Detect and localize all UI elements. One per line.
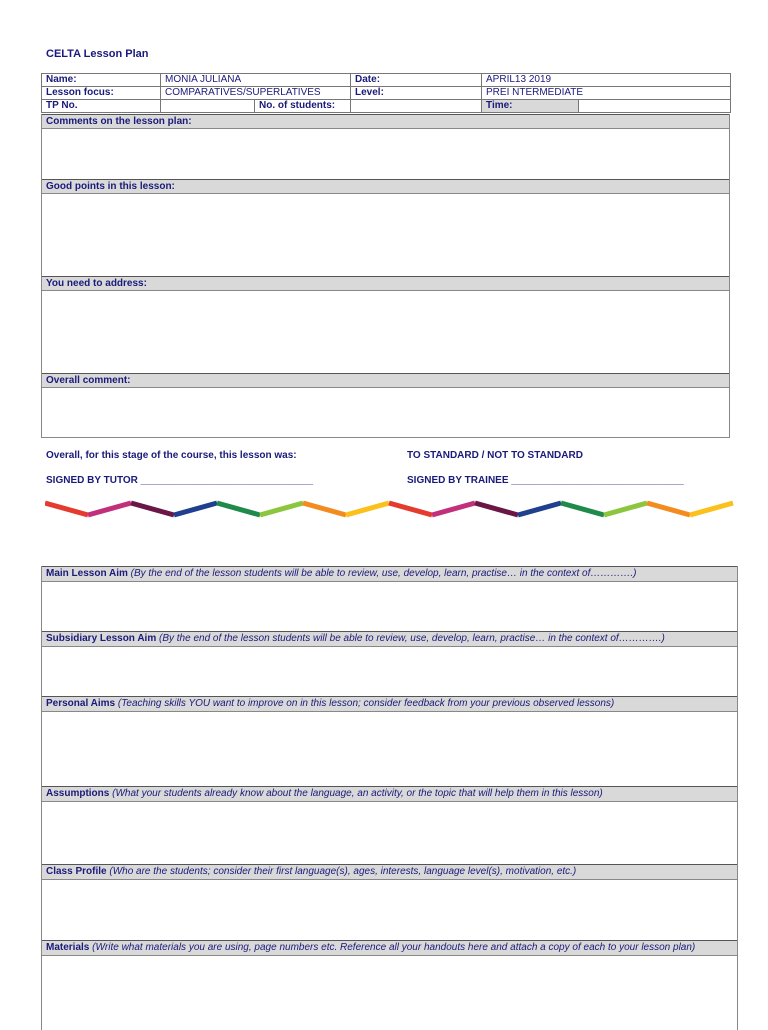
good-points-heading: Good points in this lesson:	[42, 179, 729, 194]
materials-hint: (Write what materials you are using, page numbers etc. Reference all your handouts here and attach a copy of each to your lesson plan)	[92, 942, 696, 953]
zigzag-segment	[690, 503, 733, 515]
level-value[interactable]: PREI NTERMEDIATE	[482, 87, 731, 100]
class-profile-heading	[42, 864, 737, 880]
overall-comment-section	[41, 373, 730, 438]
zigzag-segment	[561, 503, 604, 515]
class-profile-section	[41, 864, 738, 941]
zigzag-segment	[604, 503, 647, 515]
personal-aims-heading	[42, 696, 737, 712]
comments-heading: Comments on the lesson plan:	[42, 114, 729, 129]
trainee-signature: SIGNED BY TRAINEE _______________________________	[407, 475, 684, 486]
zigzag-segment	[260, 503, 303, 515]
zigzag-segments	[45, 503, 733, 515]
assumptions-heading	[42, 786, 737, 802]
personal-aims-label: Personal Aims	[46, 698, 116, 709]
assumptions-section	[41, 786, 738, 865]
time-label: Time:	[482, 100, 579, 113]
address-section	[41, 276, 730, 374]
main-aim-label: Main Lesson Aim	[46, 568, 128, 579]
class-profile-hint: (Who are the students; consider their first language(s), ages, interests, language level(s), motivation, etc.)	[109, 866, 577, 877]
focus-label: Lesson focus:	[42, 87, 161, 100]
name-label: Name:	[42, 74, 161, 87]
zigzag-segment	[432, 503, 475, 515]
zigzag-segment	[346, 503, 389, 515]
main-aim-section	[41, 566, 738, 632]
time-value[interactable]	[579, 100, 731, 113]
zigzag-segment	[45, 503, 88, 515]
date-label: Date:	[351, 74, 482, 87]
materials-label: Materials	[46, 942, 90, 953]
good-points-section	[41, 179, 730, 277]
materials-heading	[42, 940, 737, 956]
info-row-tp	[42, 100, 731, 113]
assumptions-hint: (What your students already know about the language, an activity, or the topic that will help them in this lesson)	[112, 788, 603, 799]
document-title: CELTA Lesson Plan	[46, 48, 149, 60]
zigzag-divider	[45, 498, 735, 522]
subsidiary-aim-section	[41, 631, 738, 697]
stage-text: Overall, for this stage of the course, this lesson was:	[46, 450, 297, 461]
zigzag-segment	[647, 503, 690, 515]
subsidiary-aim-label: Subsidiary Lesson Aim	[46, 633, 157, 644]
zigzag-segment	[131, 503, 174, 515]
main-aim-hint: (By the end of the lesson students will be able to review, use, develop, learn, practise… in the context of………….)	[130, 568, 637, 579]
materials-section	[41, 940, 738, 1030]
main-aim-heading	[42, 566, 737, 582]
zigzag-segment	[518, 503, 561, 515]
zigzag-segment	[303, 503, 346, 515]
tp-label: TP No.	[42, 100, 161, 113]
focus-value[interactable]: COMPARATIVES/SUPERLATIVES	[161, 87, 351, 100]
personal-aims-section	[41, 696, 738, 787]
tp-value[interactable]	[161, 100, 255, 113]
comments-section	[41, 114, 730, 180]
assumptions-label: Assumptions	[46, 788, 110, 799]
zigzag-segment	[174, 503, 217, 515]
address-heading: You need to address:	[42, 276, 729, 291]
class-profile-label: Class Profile	[46, 866, 107, 877]
lesson-info-table	[41, 73, 731, 113]
tutor-signature: SIGNED BY TUTOR _______________________________	[46, 475, 314, 486]
overall-comment-heading: Overall comment:	[42, 373, 729, 388]
date-value[interactable]: APRIL13 2019	[482, 74, 731, 87]
name-value[interactable]: MONIA JULIANA	[161, 74, 351, 87]
personal-aims-hint: (Teaching skills YOU want to improve on in this lesson; consider feedback from your previous observed lessons)	[117, 698, 615, 709]
zigzag-segment	[389, 503, 432, 515]
info-row-name	[42, 74, 731, 87]
students-value[interactable]	[351, 100, 482, 113]
students-label: No. of students:	[255, 100, 351, 113]
standard-text: TO STANDARD / NOT TO STANDARD	[407, 450, 583, 461]
subsidiary-aim-hint: (By the end of the lesson students will be able to review, use, develop, learn, practise… in the context of………….)	[159, 633, 665, 644]
zigzag-segment	[88, 503, 131, 515]
level-label: Level:	[351, 87, 482, 100]
zigzag-segment	[475, 503, 518, 515]
subsidiary-aim-heading	[42, 631, 737, 647]
zigzag-segment	[217, 503, 260, 515]
info-row-focus	[42, 87, 731, 100]
